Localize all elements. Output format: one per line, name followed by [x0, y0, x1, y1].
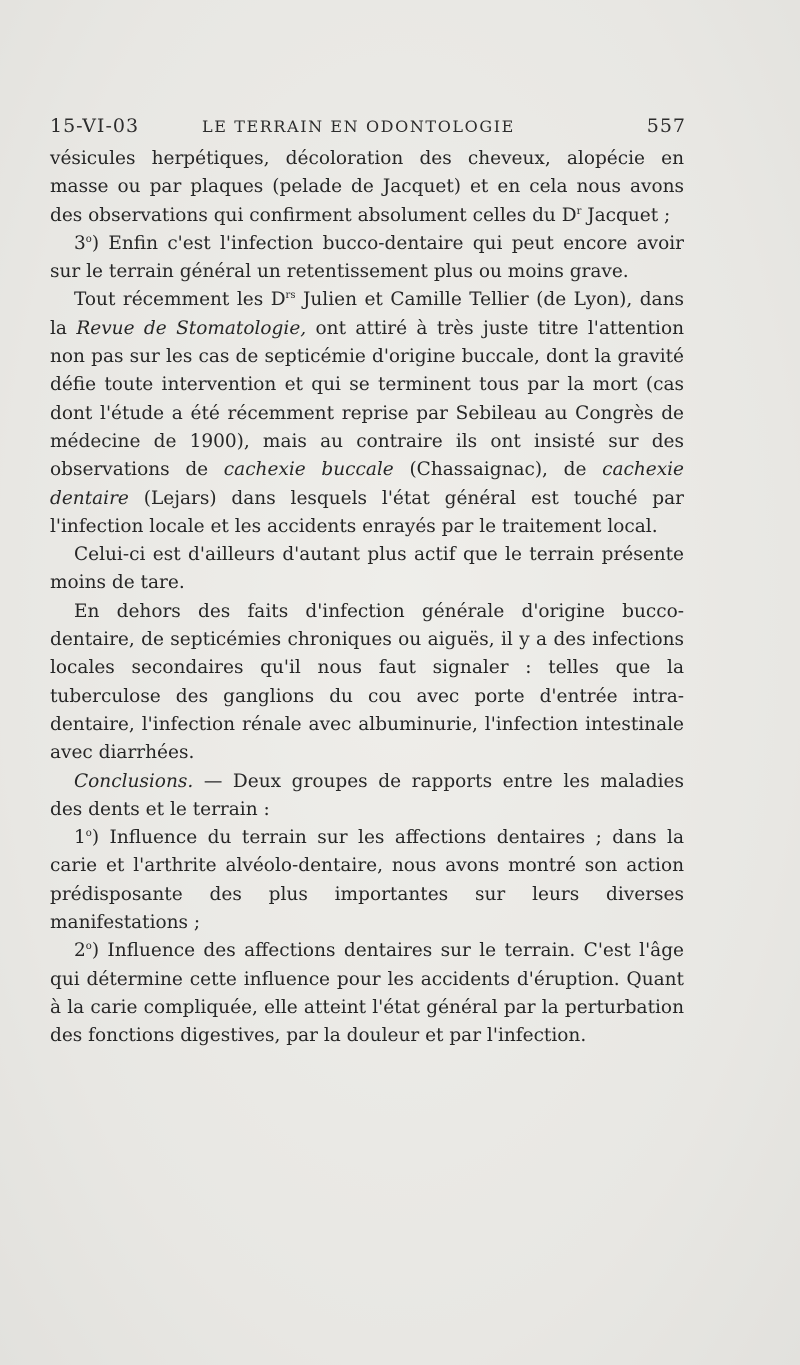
paragraph-8	[50, 937, 684, 1050]
paragraph-7-text: ) Influence du terrain sur les affections dentaires ; dans la carie et l'arthrite alvéolo-dentaire, nous avons montré son action prédisposante des plus importantes sur leurs diverses manifestations ;	[50, 827, 684, 934]
paragraph-4: Celui-ci est d'ailleurs d'autant plus actif que le terrain présente moins de tare.	[50, 544, 684, 594]
body-text	[50, 145, 684, 1051]
paragraph-7	[50, 824, 684, 937]
superscript: r	[576, 205, 582, 217]
page-number: 557	[646, 115, 686, 137]
italic-term: cachexie dentaire	[50, 459, 685, 509]
paragraph-3-text: (Lejars) dans lesquels l'état général est touché par l'infection locale et les accidents enrayés par le traitement local.	[50, 487, 684, 537]
paragraph-2	[50, 230, 684, 287]
journal-title: Revue de Stomatologie,	[76, 317, 307, 339]
list-number: 2	[74, 940, 86, 962]
paragraph-3-text: ont attiré à très juste titre l'attention non pas sur les cas de septicémie d'origine buccale, dont la gravité défie toute intervention et qui se terminent tous par la mort (cas dont l'étude a été récemment reprise par Sebileau au Congrès de médecine de 1900), mais au contraire ils ont insisté sur des observations de	[50, 317, 685, 481]
running-header	[50, 112, 686, 142]
list-number: 1	[74, 827, 86, 849]
paragraph-6-text: — Deux groupes de rapports entre les maladies des dents et le terrain :	[50, 770, 684, 820]
list-number: 3	[74, 232, 86, 254]
superscript: rs	[285, 290, 296, 302]
paragraph-3-text: Julien et Camille Tellier (de Lyon), dans la	[50, 289, 684, 339]
superscript: o	[85, 827, 92, 839]
section-heading: Conclusions.	[74, 770, 194, 792]
paragraph-5: En dehors des faits d'infection générale d'origine bucco-dentaire, de septicémies chroniques ou aiguës, il y a des infections locales secondaires qu'il nous faut signaler : telles que la tuberculose des ganglions du cou avec porte d'entrée intra-dentaire, l'infection rénale avec albuminurie, l'infection intestinale avec diarrhées.	[50, 600, 684, 764]
paragraph-1	[50, 145, 684, 230]
paragraph-1-text-end: Jacquet ;	[581, 204, 671, 226]
paragraph-8-text: ) Influence des affections dentaires sur le terrain. C'est l'âge qui détermine cette influence pour les accidents d'éruption. Quant à la carie compliquée, elle atteint l'état général par la perturbation des fonctions digestives, par la douleur et par l'infection.	[50, 940, 684, 1047]
paragraph-3-text: (Chassaignac), de	[393, 459, 603, 481]
paragraph-1-text: vésicules herpétiques, décoloration des cheveux, alopécie en masse ou par plaques (pelade de Jacquet) et en cela nous avons des observations qui confirment absolument celles du D	[50, 148, 684, 226]
paragraph-6	[50, 768, 684, 825]
paragraph-2-text: ) Enfin c'est l'infection bucco-dentaire qui peut encore avoir sur le terrain général un retentissement plus ou moins grave.	[50, 232, 684, 283]
italic-term: cachexie buccale	[223, 459, 394, 481]
header-date: 15-VI-03	[50, 115, 140, 137]
superscript: o	[85, 941, 92, 953]
header-title: LE TERRAIN EN ODONTOLOGIE	[202, 117, 515, 136]
paragraph-3-text: Tout récemment les D	[74, 289, 286, 311]
paragraph-3	[50, 286, 684, 541]
superscript: o	[85, 233, 92, 245]
